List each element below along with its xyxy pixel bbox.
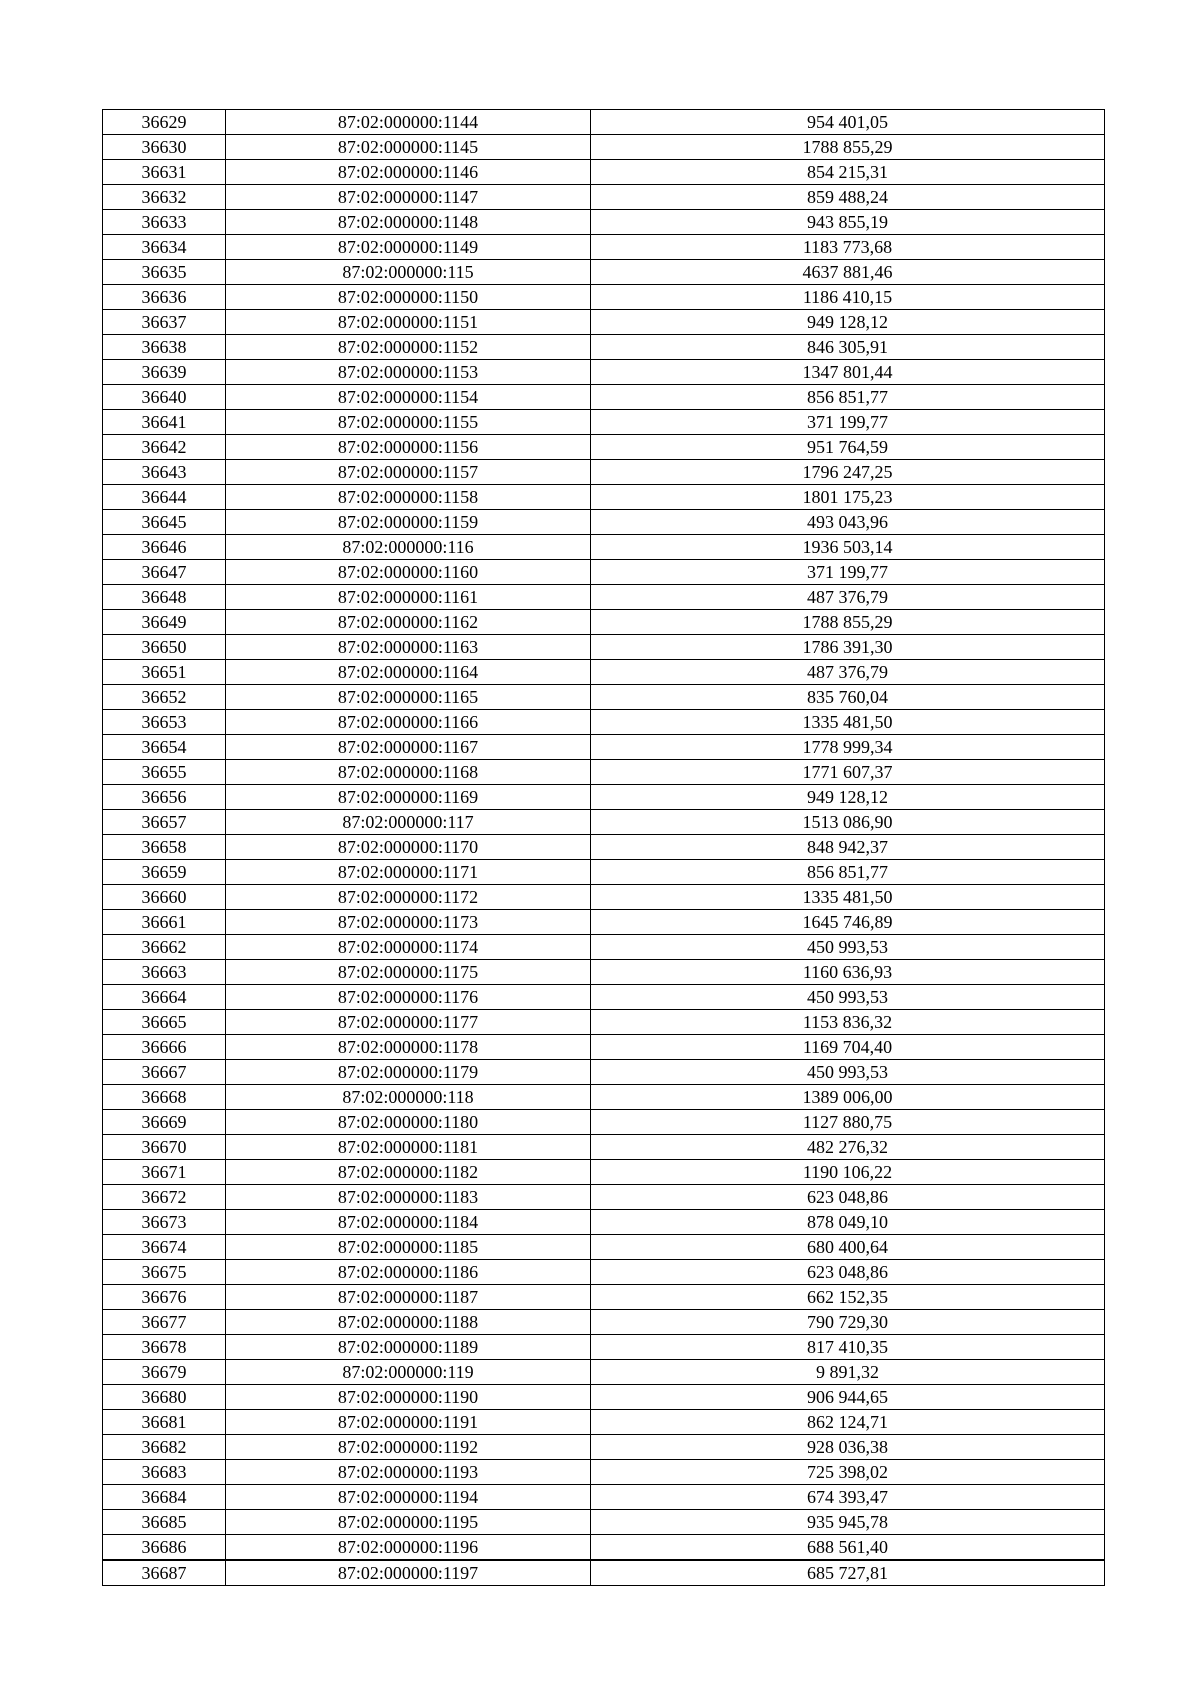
cadastral-value-cell: 1513 086,90 bbox=[591, 810, 1105, 835]
row-number-cell: 36668 bbox=[103, 1085, 226, 1110]
cadastral-value-cell: 862 124,71 bbox=[591, 1410, 1105, 1435]
row-number-cell: 36655 bbox=[103, 760, 226, 785]
row-number-cell: 36659 bbox=[103, 860, 226, 885]
cadastral-number-cell: 87:02:000000:1191 bbox=[226, 1410, 591, 1435]
cadastral-number-cell: 87:02:000000:1169 bbox=[226, 785, 591, 810]
table-row bbox=[103, 585, 1105, 610]
cadastral-number-cell: 87:02:000000:1190 bbox=[226, 1385, 591, 1410]
cadastral-value-cell: 1127 880,75 bbox=[591, 1110, 1105, 1135]
cadastral-value-cell: 450 993,53 bbox=[591, 985, 1105, 1010]
row-number-cell: 36666 bbox=[103, 1035, 226, 1060]
table-row bbox=[103, 735, 1105, 760]
cadastral-number-cell: 87:02:000000:1156 bbox=[226, 435, 591, 460]
table-row bbox=[103, 1510, 1105, 1535]
row-number-cell: 36630 bbox=[103, 135, 226, 160]
cadastral-value-cell: 928 036,38 bbox=[591, 1435, 1105, 1460]
table-row bbox=[103, 1035, 1105, 1060]
cadastral-number-cell: 87:02:000000:1172 bbox=[226, 885, 591, 910]
table-row bbox=[103, 1485, 1105, 1510]
cadastral-number-cell: 87:02:000000:1148 bbox=[226, 210, 591, 235]
table-row bbox=[103, 1335, 1105, 1360]
cadastral-value-cell: 371 199,77 bbox=[591, 560, 1105, 585]
table-row bbox=[103, 1435, 1105, 1460]
cadastral-value-cell: 1190 106,22 bbox=[591, 1160, 1105, 1185]
row-number-cell: 36667 bbox=[103, 1060, 226, 1085]
table-row bbox=[103, 135, 1105, 160]
cadastral-value-cell: 949 128,12 bbox=[591, 310, 1105, 335]
table-row bbox=[103, 710, 1105, 735]
cadastral-number-cell: 87:02:000000:1188 bbox=[226, 1310, 591, 1335]
table-row bbox=[103, 935, 1105, 960]
row-number-cell: 36639 bbox=[103, 360, 226, 385]
cadastral-number-cell: 87:02:000000:117 bbox=[226, 810, 591, 835]
cadastral-value-cell: 878 049,10 bbox=[591, 1210, 1105, 1235]
cadastral-number-cell: 87:02:000000:1161 bbox=[226, 585, 591, 610]
cadastral-value-cell: 482 276,32 bbox=[591, 1135, 1105, 1160]
table-row bbox=[103, 1310, 1105, 1335]
cadastral-number-cell: 87:02:000000:1147 bbox=[226, 185, 591, 210]
cadastral-value-cell: 1153 836,32 bbox=[591, 1010, 1105, 1035]
cadastral-number-cell: 87:02:000000:1195 bbox=[226, 1510, 591, 1535]
cadastral-number-cell: 87:02:000000:115 bbox=[226, 260, 591, 285]
cadastral-value-cell: 935 945,78 bbox=[591, 1510, 1105, 1535]
row-number-cell: 36653 bbox=[103, 710, 226, 735]
cadastral-number-cell: 87:02:000000:1171 bbox=[226, 860, 591, 885]
row-number-cell: 36636 bbox=[103, 285, 226, 310]
cadastral-number-cell: 87:02:000000:1176 bbox=[226, 985, 591, 1010]
table-row bbox=[103, 560, 1105, 585]
row-number-cell: 36641 bbox=[103, 410, 226, 435]
cadastral-value-cell: 856 851,77 bbox=[591, 385, 1105, 410]
cadastral-number-cell: 87:02:000000:1189 bbox=[226, 1335, 591, 1360]
cadastral-value-cell: 487 376,79 bbox=[591, 660, 1105, 685]
row-number-cell: 36652 bbox=[103, 685, 226, 710]
row-number-cell: 36683 bbox=[103, 1460, 226, 1485]
table-row bbox=[103, 1460, 1105, 1485]
table-row bbox=[103, 1185, 1105, 1210]
cadastral-number-cell: 87:02:000000:1175 bbox=[226, 960, 591, 985]
table-row bbox=[103, 685, 1105, 710]
cadastral-value-cell: 685 727,81 bbox=[591, 1560, 1105, 1586]
cadastral-value-cell: 1169 704,40 bbox=[591, 1035, 1105, 1060]
cadastral-value-cell: 1778 999,34 bbox=[591, 735, 1105, 760]
cadastral-value-cell: 817 410,35 bbox=[591, 1335, 1105, 1360]
row-number-cell: 36674 bbox=[103, 1235, 226, 1260]
cadastral-value-cell: 1160 636,93 bbox=[591, 960, 1105, 985]
table-row bbox=[103, 1010, 1105, 1035]
cadastral-value-cell: 1788 855,29 bbox=[591, 610, 1105, 635]
cadastral-value-cell: 1788 855,29 bbox=[591, 135, 1105, 160]
cadastral-value-cell: 954 401,05 bbox=[591, 110, 1105, 135]
row-number-cell: 36687 bbox=[103, 1560, 226, 1586]
table-row bbox=[103, 335, 1105, 360]
row-number-cell: 36646 bbox=[103, 535, 226, 560]
table-row bbox=[103, 410, 1105, 435]
cadastral-number-cell: 87:02:000000:1153 bbox=[226, 360, 591, 385]
cadastral-number-cell: 87:02:000000:1187 bbox=[226, 1285, 591, 1310]
row-number-cell: 36631 bbox=[103, 160, 226, 185]
cadastral-value-table bbox=[102, 109, 1105, 1586]
cadastral-number-cell: 87:02:000000:1154 bbox=[226, 385, 591, 410]
row-number-cell: 36629 bbox=[103, 110, 226, 135]
cadastral-number-cell: 87:02:000000:1185 bbox=[226, 1235, 591, 1260]
table-row bbox=[103, 510, 1105, 535]
table-row bbox=[103, 760, 1105, 785]
table-row bbox=[103, 235, 1105, 260]
cadastral-number-cell: 87:02:000000:1192 bbox=[226, 1435, 591, 1460]
cadastral-value-cell: 450 993,53 bbox=[591, 1060, 1105, 1085]
cadastral-number-cell: 87:02:000000:1184 bbox=[226, 1210, 591, 1235]
row-number-cell: 36648 bbox=[103, 585, 226, 610]
row-number-cell: 36656 bbox=[103, 785, 226, 810]
row-number-cell: 36654 bbox=[103, 735, 226, 760]
row-number-cell: 36649 bbox=[103, 610, 226, 635]
table-row bbox=[103, 1135, 1105, 1160]
cadastral-number-cell: 87:02:000000:1168 bbox=[226, 760, 591, 785]
table-row bbox=[103, 1260, 1105, 1285]
cadastral-value-cell: 1186 410,15 bbox=[591, 285, 1105, 310]
cadastral-number-cell: 87:02:000000:1144 bbox=[226, 110, 591, 135]
cadastral-number-cell: 87:02:000000:118 bbox=[226, 1085, 591, 1110]
cadastral-value-cell: 1801 175,23 bbox=[591, 485, 1105, 510]
table-row bbox=[103, 1535, 1105, 1561]
cadastral-number-cell: 87:02:000000:119 bbox=[226, 1360, 591, 1385]
cadastral-value-cell: 4637 881,46 bbox=[591, 260, 1105, 285]
cadastral-number-cell: 87:02:000000:1193 bbox=[226, 1460, 591, 1485]
table-row bbox=[103, 910, 1105, 935]
table-row bbox=[103, 1160, 1105, 1185]
row-number-cell: 36680 bbox=[103, 1385, 226, 1410]
cadastral-number-cell: 87:02:000000:1170 bbox=[226, 835, 591, 860]
cadastral-value-cell: 949 128,12 bbox=[591, 785, 1105, 810]
cadastral-value-cell: 688 561,40 bbox=[591, 1535, 1105, 1561]
row-number-cell: 36647 bbox=[103, 560, 226, 585]
row-number-cell: 36679 bbox=[103, 1360, 226, 1385]
cadastral-number-cell: 87:02:000000:1160 bbox=[226, 560, 591, 585]
table-row bbox=[103, 635, 1105, 660]
cadastral-number-cell: 87:02:000000:1157 bbox=[226, 460, 591, 485]
row-number-cell: 36673 bbox=[103, 1210, 226, 1235]
row-number-cell: 36686 bbox=[103, 1535, 226, 1561]
cadastral-value-cell: 835 760,04 bbox=[591, 685, 1105, 710]
table-row bbox=[103, 860, 1105, 885]
row-number-cell: 36657 bbox=[103, 810, 226, 835]
table-row bbox=[103, 435, 1105, 460]
table-row bbox=[103, 210, 1105, 235]
table-row bbox=[103, 810, 1105, 835]
cadastral-value-cell: 943 855,19 bbox=[591, 210, 1105, 235]
cadastral-value-cell: 1335 481,50 bbox=[591, 885, 1105, 910]
cadastral-number-cell: 87:02:000000:1167 bbox=[226, 735, 591, 760]
row-number-cell: 36650 bbox=[103, 635, 226, 660]
row-number-cell: 36643 bbox=[103, 460, 226, 485]
row-number-cell: 36671 bbox=[103, 1160, 226, 1185]
cadastral-number-cell: 87:02:000000:1159 bbox=[226, 510, 591, 535]
cadastral-value-cell: 725 398,02 bbox=[591, 1460, 1105, 1485]
table-row bbox=[103, 310, 1105, 335]
cadastral-number-cell: 87:02:000000:1186 bbox=[226, 1260, 591, 1285]
table-row bbox=[103, 385, 1105, 410]
cadastral-value-cell: 859 488,24 bbox=[591, 185, 1105, 210]
table-row bbox=[103, 1085, 1105, 1110]
table-row bbox=[103, 785, 1105, 810]
table-row bbox=[103, 185, 1105, 210]
cadastral-number-cell: 87:02:000000:1163 bbox=[226, 635, 591, 660]
table-row bbox=[103, 1110, 1105, 1135]
cadastral-value-cell: 906 944,65 bbox=[591, 1385, 1105, 1410]
cadastral-value-cell: 1645 746,89 bbox=[591, 910, 1105, 935]
table-row bbox=[103, 460, 1105, 485]
row-number-cell: 36640 bbox=[103, 385, 226, 410]
row-number-cell: 36665 bbox=[103, 1010, 226, 1035]
cadastral-number-cell: 87:02:000000:1174 bbox=[226, 935, 591, 960]
table-row bbox=[103, 885, 1105, 910]
table-row bbox=[103, 535, 1105, 560]
row-number-cell: 36644 bbox=[103, 485, 226, 510]
cadastral-number-cell: 87:02:000000:1149 bbox=[226, 235, 591, 260]
table-row bbox=[103, 610, 1105, 635]
row-number-cell: 36670 bbox=[103, 1135, 226, 1160]
table-body bbox=[103, 110, 1105, 1586]
cadastral-number-cell: 87:02:000000:1197 bbox=[226, 1560, 591, 1586]
cadastral-value-cell: 1771 607,37 bbox=[591, 760, 1105, 785]
row-number-cell: 36660 bbox=[103, 885, 226, 910]
cadastral-number-cell: 87:02:000000:1158 bbox=[226, 485, 591, 510]
cadastral-value-cell: 856 851,77 bbox=[591, 860, 1105, 885]
cadastral-number-cell: 87:02:000000:1146 bbox=[226, 160, 591, 185]
cadastral-number-cell: 87:02:000000:1150 bbox=[226, 285, 591, 310]
table-row bbox=[103, 485, 1105, 510]
row-number-cell: 36663 bbox=[103, 960, 226, 985]
row-number-cell: 36642 bbox=[103, 435, 226, 460]
table-row bbox=[103, 1235, 1105, 1260]
table-row bbox=[103, 985, 1105, 1010]
cadastral-value-cell: 623 048,86 bbox=[591, 1260, 1105, 1285]
table-row bbox=[103, 110, 1105, 135]
cadastral-value-cell: 674 393,47 bbox=[591, 1485, 1105, 1510]
cadastral-value-cell: 1347 801,44 bbox=[591, 360, 1105, 385]
row-number-cell: 36661 bbox=[103, 910, 226, 935]
table-row bbox=[103, 260, 1105, 285]
cadastral-number-cell: 87:02:000000:1173 bbox=[226, 910, 591, 935]
table-row bbox=[103, 960, 1105, 985]
table-row bbox=[103, 1360, 1105, 1385]
cadastral-value-cell: 623 048,86 bbox=[591, 1185, 1105, 1210]
cadastral-value-cell: 450 993,53 bbox=[591, 935, 1105, 960]
row-number-cell: 36637 bbox=[103, 310, 226, 335]
row-number-cell: 36676 bbox=[103, 1285, 226, 1310]
cadastral-value-cell: 846 305,91 bbox=[591, 335, 1105, 360]
row-number-cell: 36669 bbox=[103, 1110, 226, 1135]
cadastral-number-cell: 87:02:000000:1145 bbox=[226, 135, 591, 160]
cadastral-value-cell: 487 376,79 bbox=[591, 585, 1105, 610]
table-row bbox=[103, 835, 1105, 860]
cadastral-number-cell: 87:02:000000:1152 bbox=[226, 335, 591, 360]
cadastral-number-cell: 87:02:000000:1179 bbox=[226, 1060, 591, 1085]
cadastral-value-cell: 1335 481,50 bbox=[591, 710, 1105, 735]
cadastral-number-cell: 87:02:000000:1177 bbox=[226, 1010, 591, 1035]
cadastral-number-cell: 87:02:000000:1162 bbox=[226, 610, 591, 635]
row-number-cell: 36681 bbox=[103, 1410, 226, 1435]
table-row bbox=[103, 360, 1105, 385]
row-number-cell: 36633 bbox=[103, 210, 226, 235]
cadastral-value-cell: 493 043,96 bbox=[591, 510, 1105, 535]
cadastral-value-cell: 1389 006,00 bbox=[591, 1085, 1105, 1110]
cadastral-value-cell: 790 729,30 bbox=[591, 1310, 1105, 1335]
table-row bbox=[103, 1285, 1105, 1310]
row-number-cell: 36685 bbox=[103, 1510, 226, 1535]
row-number-cell: 36677 bbox=[103, 1310, 226, 1335]
cadastral-value-cell: 951 764,59 bbox=[591, 435, 1105, 460]
table-row bbox=[103, 160, 1105, 185]
cadastral-value-cell: 854 215,31 bbox=[591, 160, 1105, 185]
cadastral-number-cell: 87:02:000000:1155 bbox=[226, 410, 591, 435]
cadastral-number-cell: 87:02:000000:1194 bbox=[226, 1485, 591, 1510]
cadastral-value-cell: 1183 773,68 bbox=[591, 235, 1105, 260]
row-number-cell: 36638 bbox=[103, 335, 226, 360]
row-number-cell: 36645 bbox=[103, 510, 226, 535]
table-row bbox=[103, 1210, 1105, 1235]
cadastral-number-cell: 87:02:000000:1164 bbox=[226, 660, 591, 685]
row-number-cell: 36678 bbox=[103, 1335, 226, 1360]
cadastral-value-cell: 1936 503,14 bbox=[591, 535, 1105, 560]
cadastral-number-cell: 87:02:000000:1178 bbox=[226, 1035, 591, 1060]
table-row bbox=[103, 285, 1105, 310]
cadastral-value-cell: 1796 247,25 bbox=[591, 460, 1105, 485]
row-number-cell: 36682 bbox=[103, 1435, 226, 1460]
row-number-cell: 36672 bbox=[103, 1185, 226, 1210]
cadastral-value-cell: 680 400,64 bbox=[591, 1235, 1105, 1260]
row-number-cell: 36662 bbox=[103, 935, 226, 960]
cadastral-number-cell: 87:02:000000:1182 bbox=[226, 1160, 591, 1185]
row-number-cell: 36675 bbox=[103, 1260, 226, 1285]
cadastral-value-cell: 662 152,35 bbox=[591, 1285, 1105, 1310]
cadastral-number-cell: 87:02:000000:1181 bbox=[226, 1135, 591, 1160]
table-row bbox=[103, 1385, 1105, 1410]
row-number-cell: 36634 bbox=[103, 235, 226, 260]
cadastral-value-cell: 1786 391,30 bbox=[591, 635, 1105, 660]
row-number-cell: 36684 bbox=[103, 1485, 226, 1510]
table-row bbox=[103, 660, 1105, 685]
cadastral-value-cell: 371 199,77 bbox=[591, 410, 1105, 435]
cadastral-value-cell: 9 891,32 bbox=[591, 1360, 1105, 1385]
cadastral-number-cell: 87:02:000000:1180 bbox=[226, 1110, 591, 1135]
cadastral-number-cell: 87:02:000000:1183 bbox=[226, 1185, 591, 1210]
row-number-cell: 36635 bbox=[103, 260, 226, 285]
cadastral-number-cell: 87:02:000000:1165 bbox=[226, 685, 591, 710]
table-row bbox=[103, 1060, 1105, 1085]
cadastral-number-cell: 87:02:000000:1196 bbox=[226, 1535, 591, 1561]
row-number-cell: 36632 bbox=[103, 185, 226, 210]
cadastral-number-cell: 87:02:000000:1151 bbox=[226, 310, 591, 335]
table-row bbox=[103, 1410, 1105, 1435]
table-row bbox=[103, 1560, 1105, 1586]
row-number-cell: 36664 bbox=[103, 985, 226, 1010]
row-number-cell: 36651 bbox=[103, 660, 226, 685]
row-number-cell: 36658 bbox=[103, 835, 226, 860]
cadastral-value-cell: 848 942,37 bbox=[591, 835, 1105, 860]
cadastral-number-cell: 87:02:000000:1166 bbox=[226, 710, 591, 735]
cadastral-number-cell: 87:02:000000:116 bbox=[226, 535, 591, 560]
